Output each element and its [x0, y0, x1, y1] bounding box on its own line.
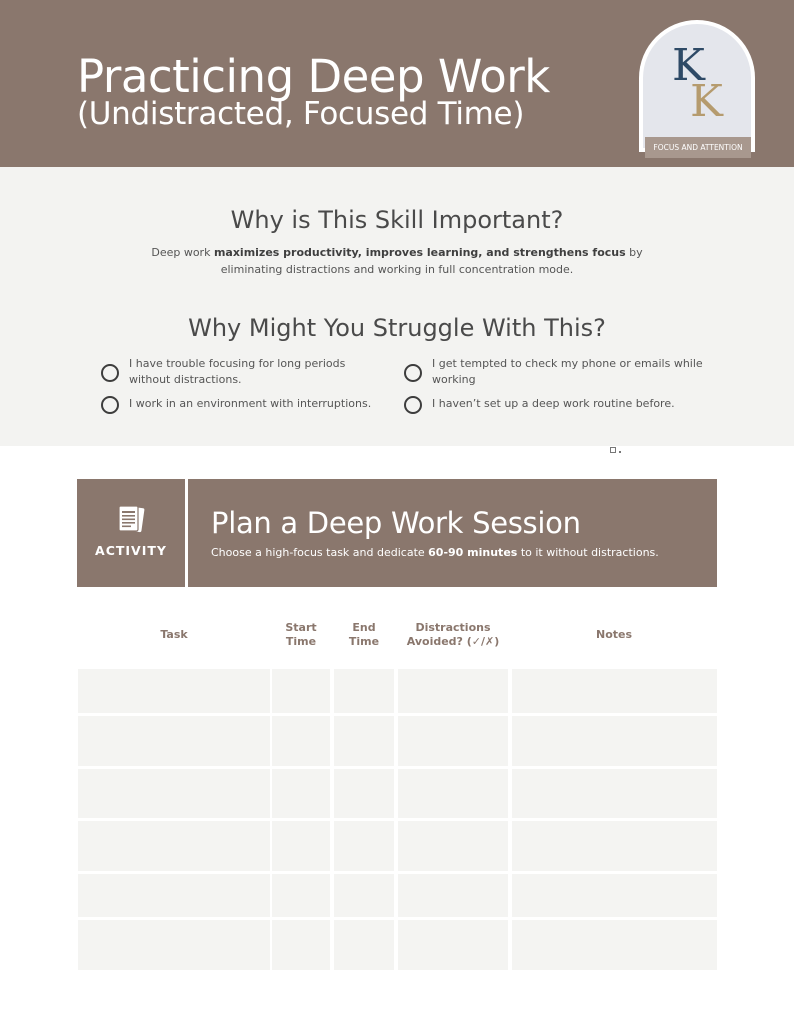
struggle-heading: Why Might You Struggle With This?: [188, 314, 606, 342]
why-important-heading: Why is This Skill Important?: [230, 206, 564, 234]
table-cell-distractions[interactable]: [398, 920, 508, 970]
column-header-end-time: [334, 621, 394, 649]
logo-letter-bottom: K: [690, 76, 723, 127]
table-cell-start-time[interactable]: [272, 716, 330, 766]
table-cell-end-time[interactable]: [334, 874, 394, 917]
logo-letter-top: K: [672, 40, 705, 91]
table-cell-task[interactable]: [78, 769, 270, 818]
activity-sub-start: Choose a high-focus task and dedicate: [211, 546, 429, 559]
table-cell-distractions[interactable]: [398, 716, 508, 766]
table-cell-task[interactable]: [78, 821, 270, 871]
table-cell-end-time[interactable]: [334, 716, 394, 766]
activity-title: Plan a Deep Work Session: [211, 506, 581, 540]
column-header-distractions-line1: Distractions: [415, 621, 491, 634]
page-title: Practicing Deep Work: [77, 50, 550, 103]
table-cell-task[interactable]: [78, 716, 270, 766]
column-header-distractions: [398, 621, 508, 649]
why-important-text: [130, 244, 664, 278]
column-header-task: [78, 628, 270, 642]
table-cell-end-time[interactable]: [334, 920, 394, 970]
column-header-notes: [512, 628, 716, 642]
table-cell-notes[interactable]: [512, 769, 717, 818]
struggle-item-1: I have trouble focusing for long periods without distractions.: [129, 357, 346, 386]
column-header-start-time: [272, 621, 330, 649]
why-text-start: Deep work: [151, 246, 214, 259]
column-header-end-line1: End: [352, 621, 376, 634]
category-label: FOCUS AND ATTENTION: [645, 137, 751, 158]
column-header-task-text: Task: [160, 628, 188, 641]
column-header-end-line2: Time: [348, 635, 380, 648]
column-header-notes-text: Notes: [595, 628, 633, 641]
table-cell-notes[interactable]: [512, 874, 717, 917]
stray-mark: [610, 447, 616, 453]
table-cell-task[interactable]: [78, 669, 270, 713]
struggle-item-2: I get tempted to check my phone or emails while working: [432, 357, 703, 386]
table-cell-notes[interactable]: [512, 821, 717, 871]
why-text-end: by eliminating distractions and working in full concentration mode.: [220, 246, 643, 276]
table-cell-distractions[interactable]: [398, 874, 508, 917]
activity-sub-end: to it without distractions.: [517, 546, 659, 559]
table-cell-end-time[interactable]: [334, 769, 394, 818]
table-cell-notes[interactable]: [512, 920, 717, 970]
struggle-item-3: I work in an environment with interruptions.: [129, 397, 372, 410]
table-cell-task[interactable]: [78, 874, 270, 917]
table-cell-notes[interactable]: [512, 669, 717, 713]
struggle-checkbox-2[interactable]: [404, 364, 422, 382]
table-cell-end-time[interactable]: [334, 669, 394, 713]
table-cell-start-time[interactable]: [272, 874, 330, 917]
document-icon: [115, 504, 147, 536]
table-cell-end-time[interactable]: [334, 821, 394, 871]
struggle-checkbox-1[interactable]: [101, 364, 119, 382]
table-cell-start-time[interactable]: [272, 821, 330, 871]
page-subtitle: (Undistracted, Focused Time): [77, 96, 525, 132]
why-text-bold: maximizes productivity, improves learning, and strengthens focus: [213, 246, 626, 259]
column-header-distractions-line2: Avoided? (✓/✗): [406, 635, 500, 648]
table-cell-start-time[interactable]: [272, 920, 330, 970]
table-cell-task[interactable]: [78, 920, 270, 970]
table-cell-distractions[interactable]: [398, 769, 508, 818]
struggle-checkbox-3[interactable]: [101, 396, 119, 414]
activity-instructions: [211, 546, 659, 559]
activity-sub-bold: 60-90 minutes: [428, 546, 518, 559]
table-cell-start-time[interactable]: [272, 669, 330, 713]
table-cell-notes[interactable]: [512, 716, 717, 766]
struggle-item-4: I haven’t set up a deep work routine before.: [432, 397, 675, 410]
table-cell-distractions[interactable]: [398, 669, 508, 713]
table-cell-start-time[interactable]: [272, 769, 330, 818]
table-cell-distractions[interactable]: [398, 821, 508, 871]
activity-label: ACTIVITY: [95, 543, 167, 558]
struggle-checkbox-4[interactable]: [404, 396, 422, 414]
stray-dot: [619, 451, 621, 453]
column-header-start-line2: Time: [285, 635, 317, 648]
column-header-start-line1: Start: [285, 621, 317, 634]
